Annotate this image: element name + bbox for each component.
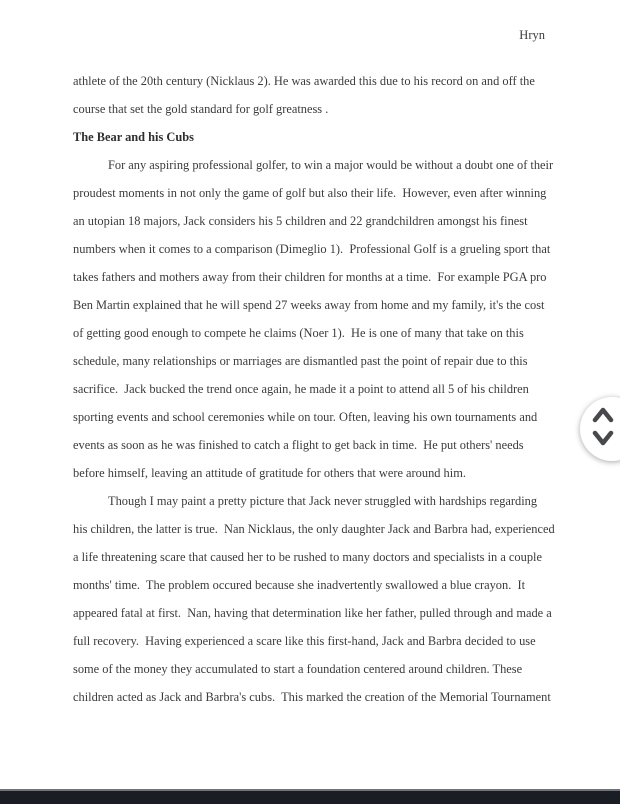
text-line: full recovery. Having experienced a scare like this first-hand, Jack and Barbra decided to use xyxy=(73,634,536,648)
chevron-down-icon[interactable] xyxy=(591,428,615,448)
text-line: children acted as Jack and Barbra's cubs. This marked the creation of the Memorial Tournament xyxy=(73,690,551,704)
text-line: proudest moments in not only the game of golf but also their life. However, even after winning xyxy=(73,186,547,200)
text-line: sporting events and school ceremonies while on tour. Often, leaving his own tournaments and xyxy=(73,410,538,424)
text-line: his children, the latter is true. Nan Nicklaus, the only daughter Jack and Barbra had, experienced xyxy=(73,522,555,536)
text-line: athlete of the 20th century (Nicklaus 2). He was awarded this due to his record on and off the xyxy=(73,74,535,88)
text-line: a life threatening scare that caused her to be rushed to many doctors and specialists in a couple xyxy=(73,550,542,564)
text-line: events as soon as he was finished to catch a flight to get back in time. He put others' needs xyxy=(73,438,524,452)
text-line: schedule, many relationships or marriages are dismantled past the point of repair due to this xyxy=(73,354,528,368)
running-header-author: Hryn xyxy=(519,28,545,42)
text-line: numbers when it comes to a comparison (Dimeglio 1). Professional Golf is a grueling sport that xyxy=(73,242,551,256)
text-line: takes fathers and mothers away from their children for months at a time. For example PGA pro xyxy=(73,270,547,284)
text-line: before himself, leaving an attitude of gratitude for others that were around him. xyxy=(73,466,466,480)
text-line: appeared fatal at first. Nan, having that determination like her father, pulled through and made a xyxy=(73,606,552,620)
text-line: sacrifice. Jack bucked the trend once again, he made it a point to attend all 5 of his children xyxy=(73,382,529,396)
bottom-bar xyxy=(0,789,620,804)
section-heading: The Bear and his Cubs xyxy=(73,130,194,144)
text-line: course that set the gold standard for golf greatness . xyxy=(73,102,329,116)
text-line: For any aspiring professional golfer, to win a major would be without a doubt one of their xyxy=(108,158,554,172)
text-line: Ben Martin explained that he will spend 27 weeks away from home and my family, it's the cost xyxy=(73,298,545,312)
text-line: of getting good enough to compete he claims (Noer 1). He is one of many that take on this xyxy=(73,326,524,340)
document-body xyxy=(73,67,555,711)
text-line: months' time. The problem occured because she inadvertently swallowed a blue crayon. It xyxy=(73,578,526,592)
text-line: some of the money they accumulated to start a foundation centered around children. These xyxy=(73,662,523,676)
chevron-up-icon[interactable] xyxy=(591,405,615,425)
text-line: Though I may paint a pretty picture that Jack never struggled with hardships regarding xyxy=(108,494,538,508)
text-line: an utopian 18 majors, Jack considers his 5 children and 22 grandchildren amongst his finest xyxy=(73,214,528,228)
scroll-widget[interactable] xyxy=(580,397,620,461)
